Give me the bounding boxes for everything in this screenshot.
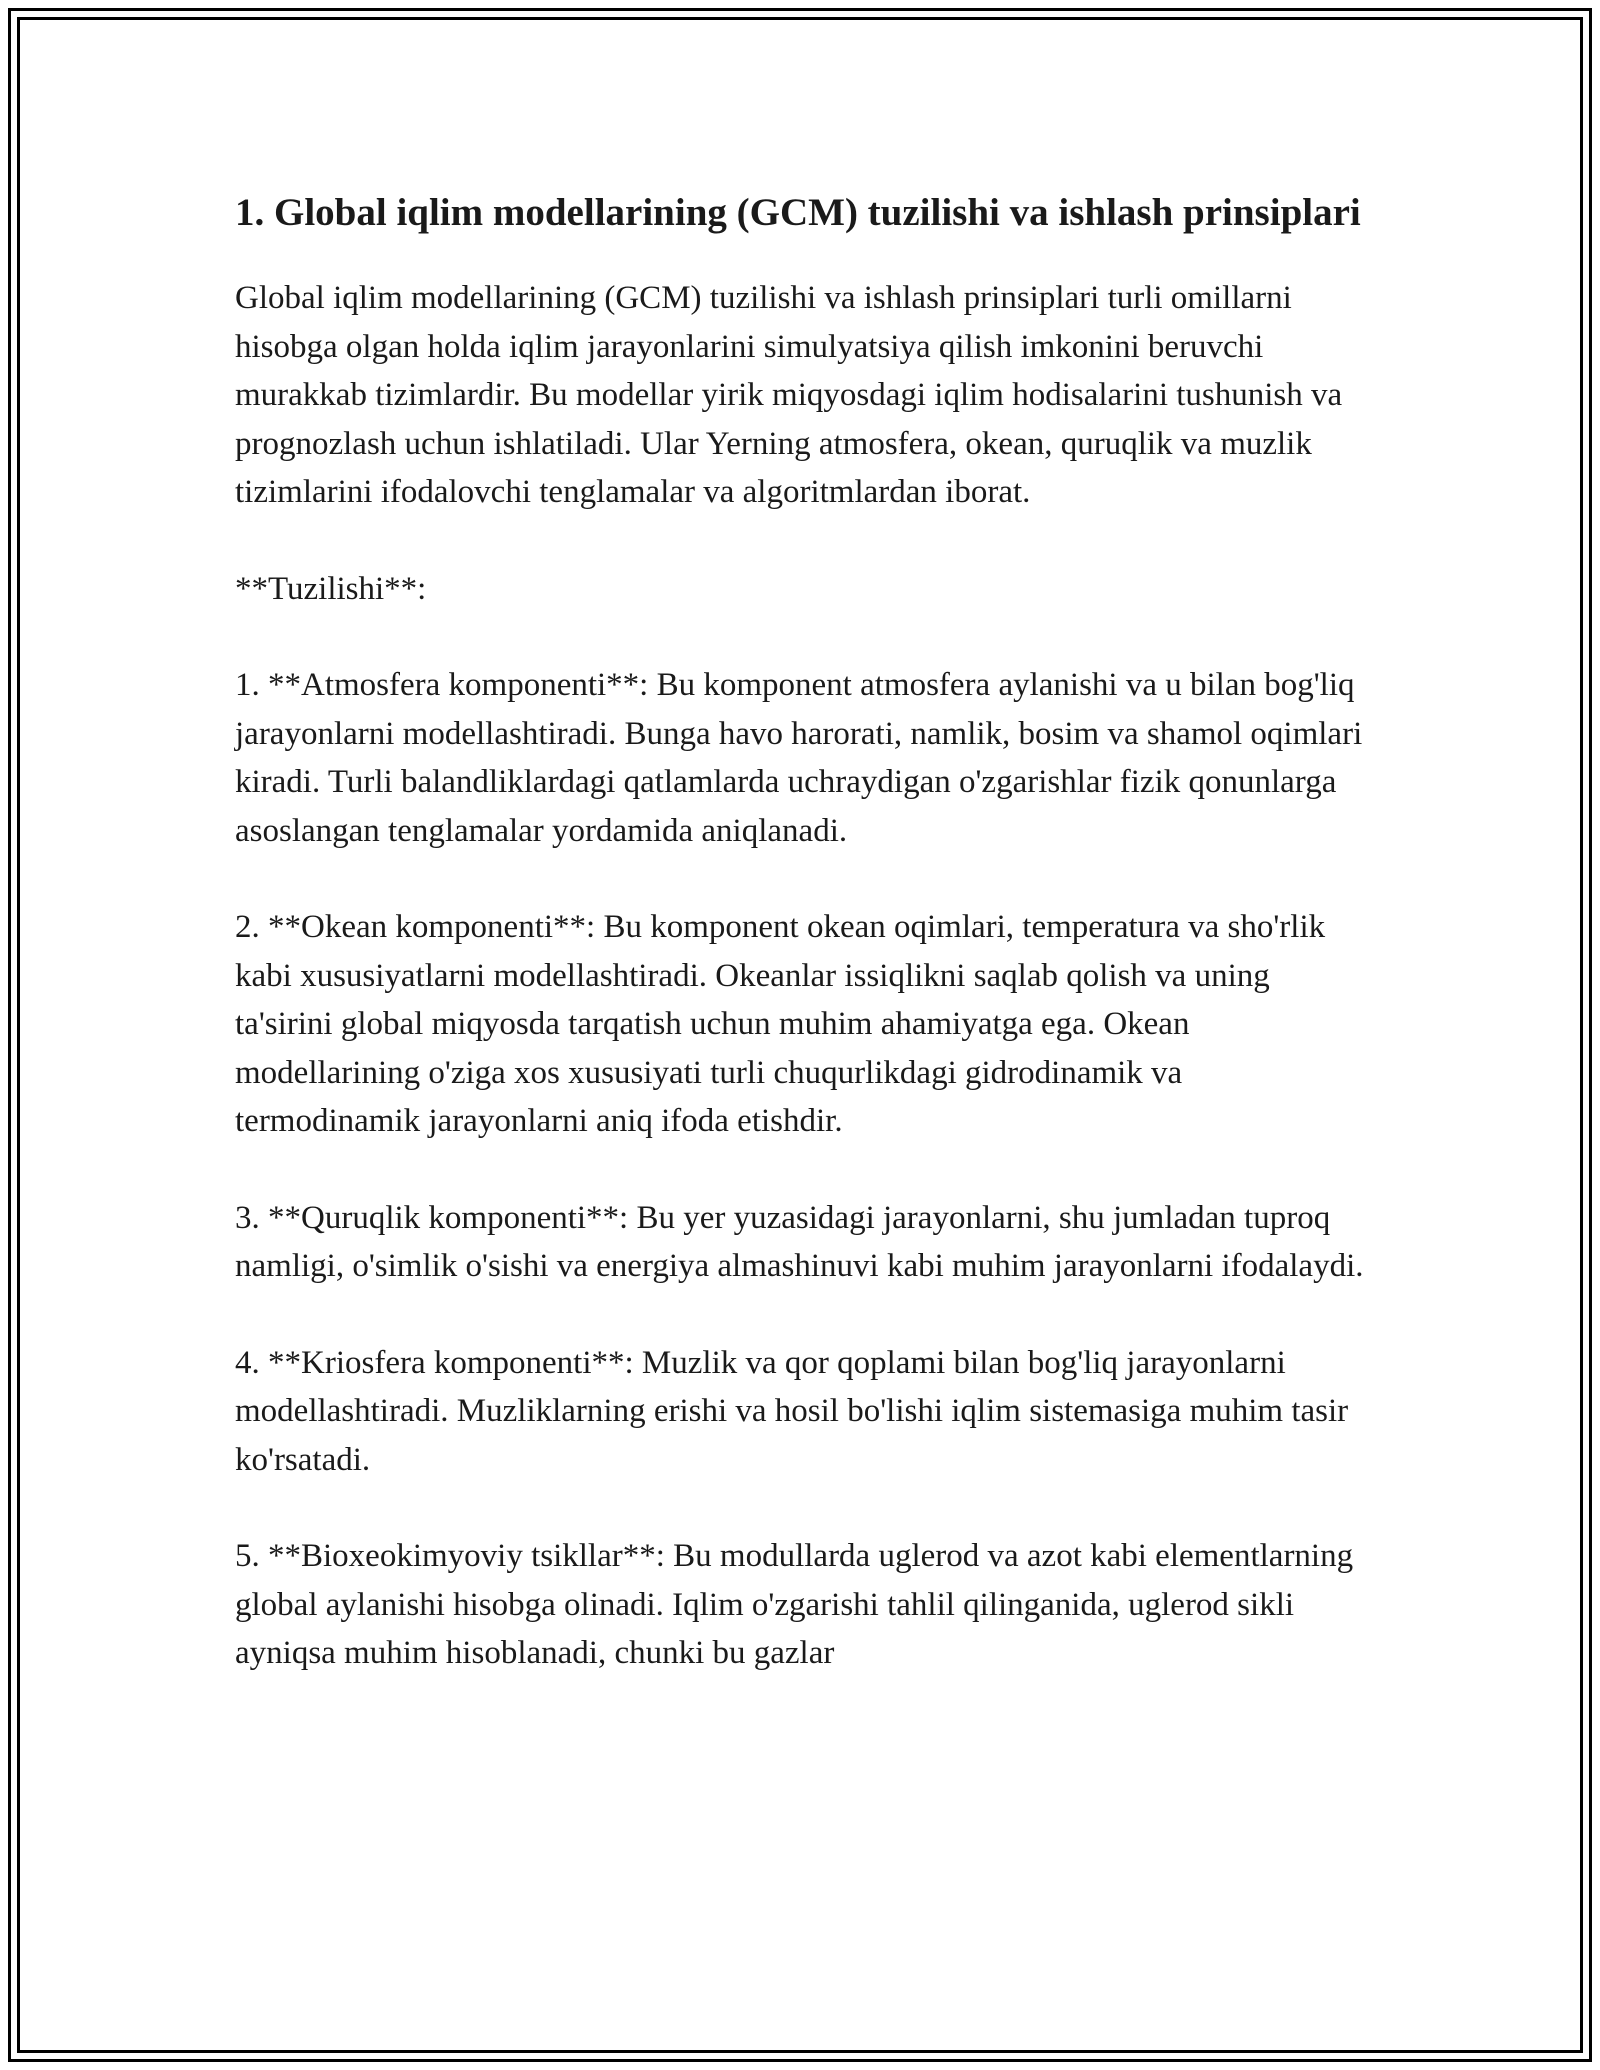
cryosphere-component-paragraph: 4. **Kriosfera komponenti**: Muzlik va qor qoplami bilan bog'liq jarayonlarni modellashtiradi. Muzliklarning erishi va hosil bo'lishi iqlim sistemasiga muhim tasir ko'rsatadi. [235,1344,1349,1478]
ocean-component-paragraph: 2. **Okean komponenti**: Bu komponent okean oqimlari, temperatura va sho'rlik kabi xususiyatlarni modellashtiradi. Okeanlar issiqlikni saqlab qolish va uning ta'sirini global miqyosda tarqatish uchun muhim ahamiyatga ega. Okean modellarining o'ziga xos xususiyati turli chuqurlikdagi gidrodinamik va termodinamik jarayonlarni aniq ifoda etishdir. [235,909,1326,1139]
intro-paragraph: Global iqlim modellarining (GCM) tuzilishi va ishlash prinsiplari turli omillarni hisobga olgan holda iqlim jarayonlarini simulyatsiya qilish imkonini beruvchi murakkab tizimlardir. Bu modellar yirik miqyosdagi iqlim hodisalarini tushunish va prognozlash uchun ishlatiladi. Ular Yerning atmosfera, okean, quruqlik va muzlik tizimlarini ifodalovchi tenglamalar va algoritmlardan iborat. [235,280,1343,510]
atmosphere-component-paragraph: 1. **Atmosfera komponenti**: Bu komponent atmosfera aylanishi va u bilan bog'liq jarayonlarni modellashtiradi. Bunga havo harorati, namlik, bosim va shamol oqimlari kiradi. Turli balandliklardagi qatlamlarda uchraydigan o'zgarishlar fizik qonunlarga asoslangan tenglamalar yordamida aniqlanadi. [235,667,1363,849]
biogeochemical-cycles-paragraph: 5. **Bioxeokimyoviy tsikllar**: Bu modullarda uglerod va azot kabi elementlarning global aylanishi hisobga olinadi. Iqlim o'zgarishi tahlil qilinganida, uglerod sikli ayniqsa muhim hisoblanadi, chunki bu gazlar [235,1538,1354,1671]
section-heading: 1. Global iqlim modellarining (GCM) tuzilishi va ishlash prinsiplari [235,191,1361,234]
land-component-paragraph: 3. **Quruqlik komponenti**: Bu yer yuzasidagi jarayonlarni, shu jumladan tuproq namligi, o'simlik o'sishi va energiya almashinuvi kabi muhim jarayonlarni ifodalaydi. [235,1199,1364,1284]
document-body [235,186,1375,1678]
structure-label: **Tuzilishi**: [235,570,427,607]
